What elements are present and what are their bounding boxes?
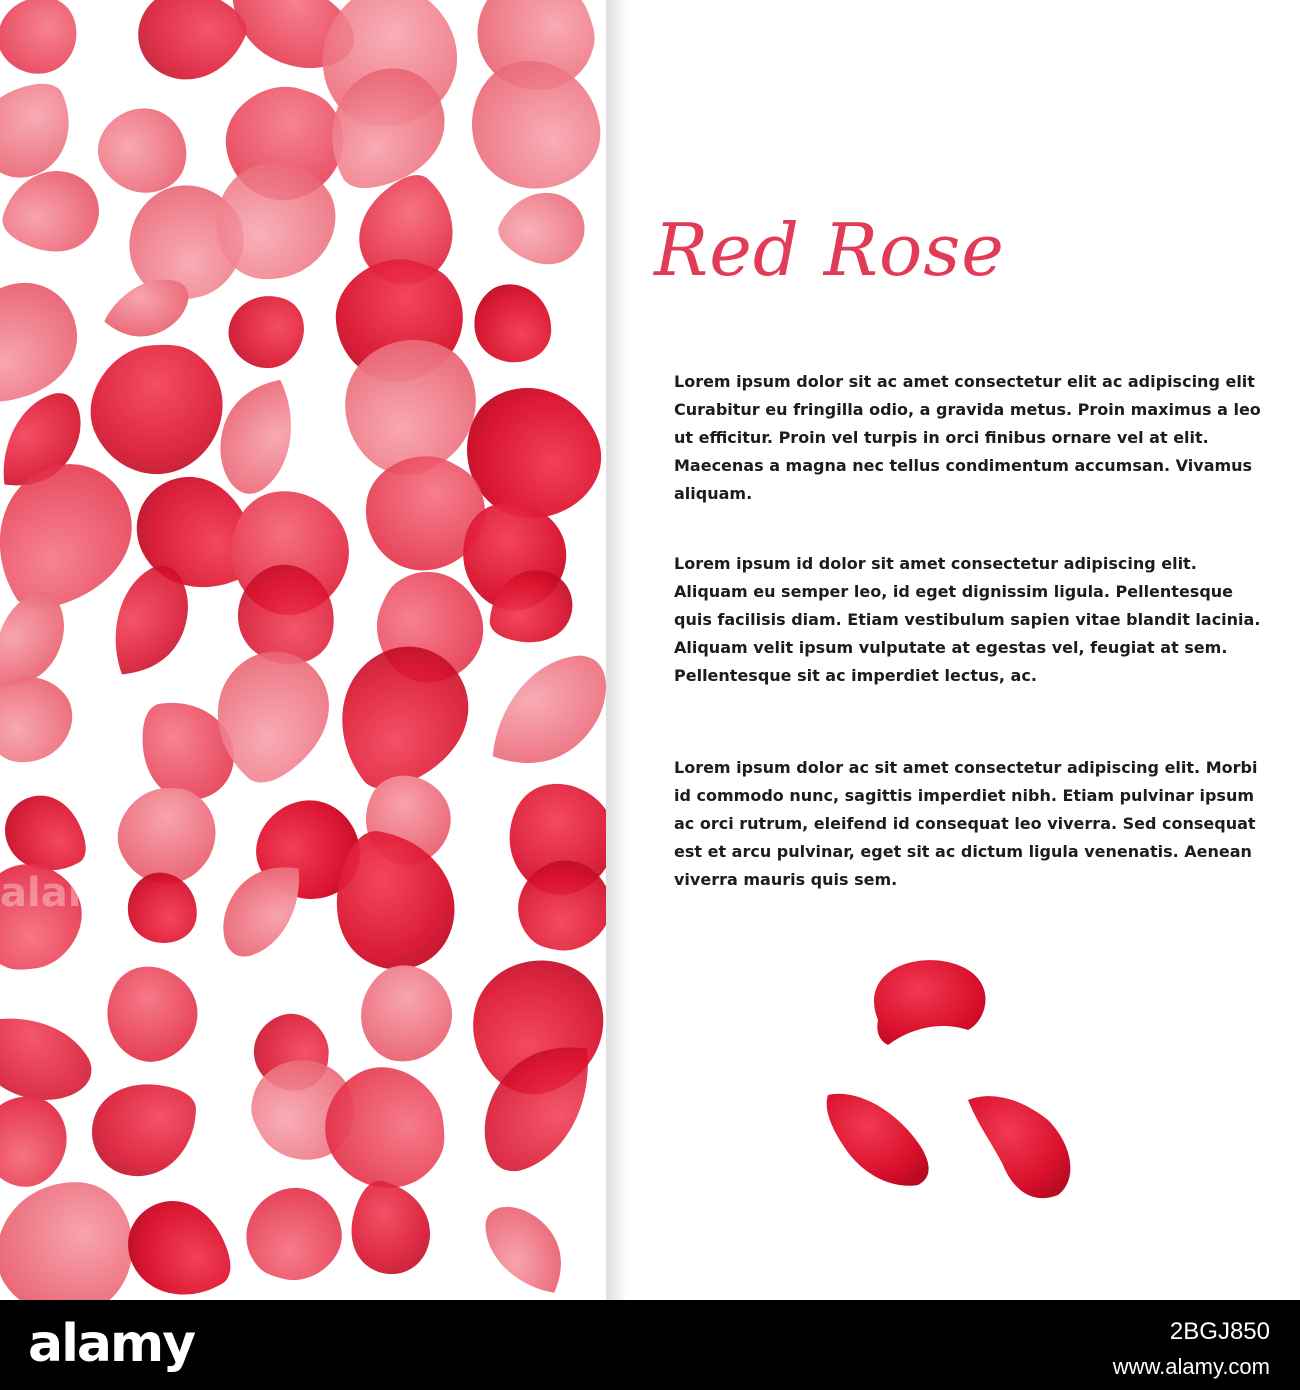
rose-petal-icon (482, 1199, 566, 1300)
rose-petal-icon (130, 0, 253, 91)
rose-petal-icon (85, 1076, 206, 1184)
rose-petal-icon (0, 672, 77, 767)
rose-petal-icon (223, 290, 309, 374)
rose-petal-icon (110, 1182, 248, 1300)
petal-pattern-panel (0, 0, 606, 1300)
paragraph-1: Lorem ipsum dolor sit ac amet consectetur elit ac adipiscing elit Curabitur eu fringilla odio, a gravida metus. Proin maximus a leo ut efficitur. Proin vel turpis in orci finibus ornare vel at elit. Maecenas a magna nec tellus condimentum accumsan. Vivamus aliquam. (674, 372, 1261, 503)
loose-petals-cluster (808, 950, 1108, 1230)
rose-petal-icon (474, 650, 606, 773)
text-panel (628, 0, 1300, 1300)
rose-petal-icon (228, 1169, 360, 1300)
rose-petal-icon (0, 848, 97, 988)
paragraph-2: Lorem ipsum id dolor sit amet consectetur adipiscing elit. Aliquam eu semper leo, id eget dignissim ligula. Pellentesque quis facilisis diam. Etiam vestibulum sapien vitae blandit lacinia. Aliquam velit ipsum vulputate at egestas vel, feugiat at sem. Pellentesque sit ac imperdiet lectus, ac. (674, 554, 1261, 685)
poster-title: Red Rose (654, 208, 1005, 292)
site-url: www.alamy.com (1112, 1354, 1270, 1379)
rose-petal-icon (492, 182, 592, 273)
image-id: 2BGJ850 (1169, 1318, 1270, 1345)
rose-petal-icon (874, 960, 985, 1045)
rose-petal-icon (968, 1096, 1070, 1198)
brand-logo: alamy (28, 1314, 195, 1374)
stock-footer-bar (0, 1300, 1300, 1390)
panel-divider-shadow (606, 0, 628, 1300)
rose-petal-icon (827, 1094, 929, 1186)
rose-petal-icon (351, 1180, 431, 1274)
rose-petal-icon (469, 279, 555, 367)
rose-petals-pattern (0, 0, 606, 1300)
watermark-text: alamy (0, 870, 136, 916)
paragraph-3: Lorem ipsum dolor ac sit amet consectetur adipiscing elit. Morbi id commodo nunc, sagittis imperdiet nibh. Etiam pulvinar ipsum ac orci rutrum, eleifend id consequat leo viverra. Sed consequat est et arcu pulvinar, eget sit ac dictum ligula venenatis. Aenean viverra mauris quis sem. (674, 758, 1258, 889)
rose-petal-icon (0, 1175, 142, 1300)
rose-petal-icon (103, 273, 190, 342)
rose-petal-icon (0, 167, 102, 256)
rose-petal-icon (93, 955, 210, 1074)
rose-petal-icon (0, 0, 78, 76)
rose-petal-icon (341, 950, 470, 1080)
